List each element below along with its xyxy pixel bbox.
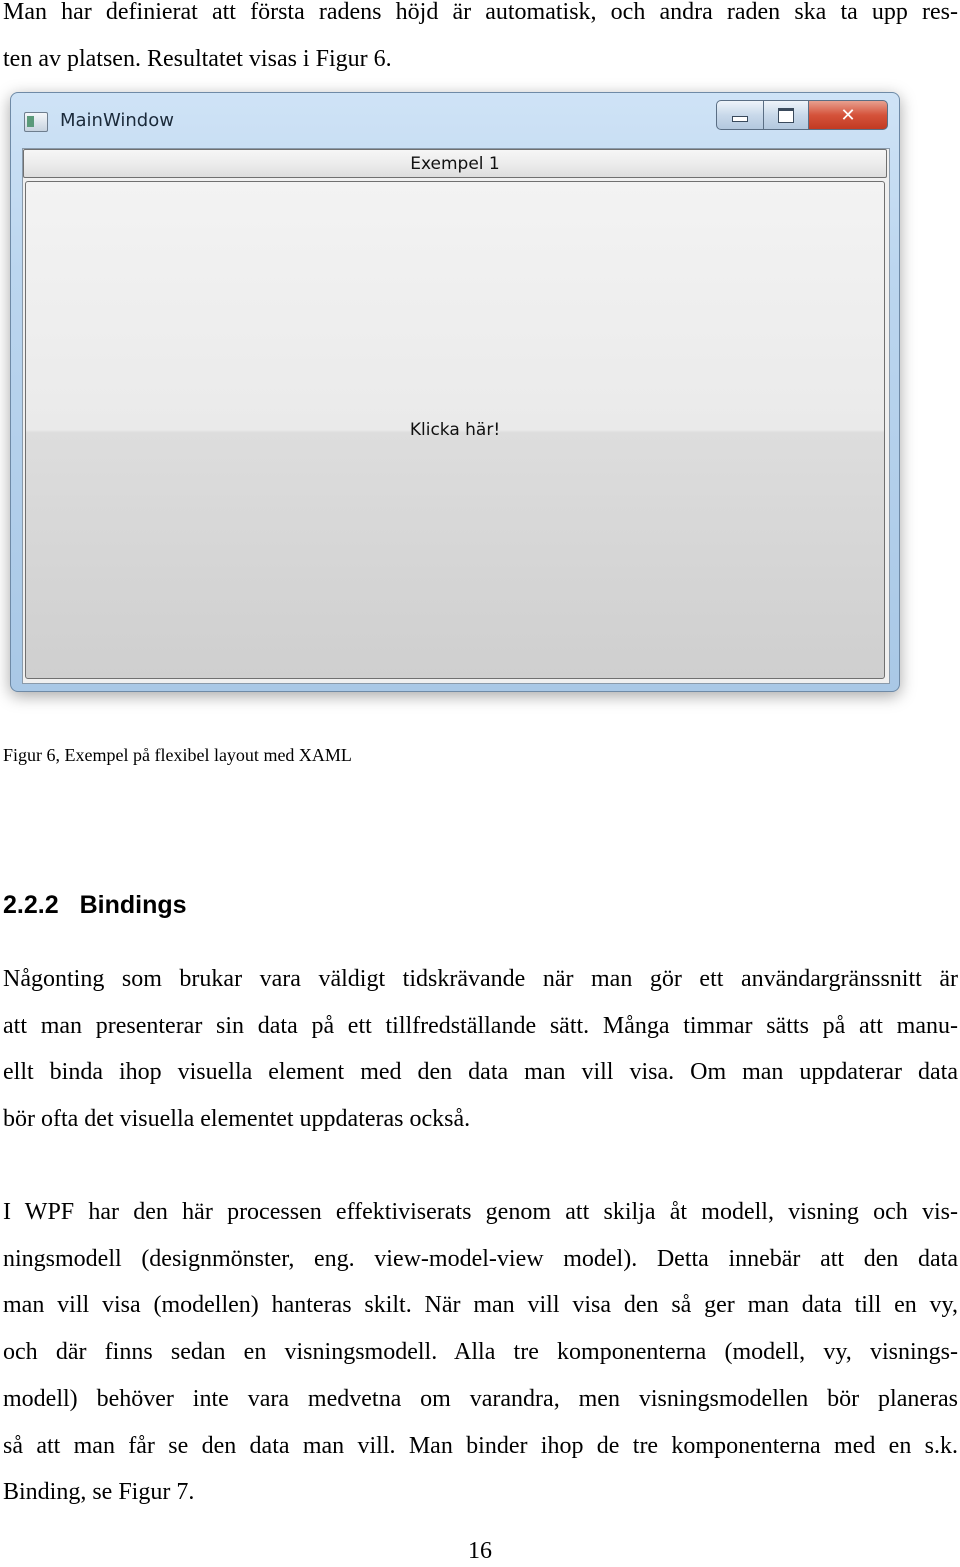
maximize-button[interactable] — [764, 100, 809, 130]
minimize-icon — [732, 116, 748, 122]
paragraph-line: och där finns sedan en visningsmodell. Alla tre komponenterna (modell, vy, visnings- — [3, 1339, 958, 1366]
paragraph-line: modell) behöver inte vara medvetna om varandra, men visningsmodellen bör planeras — [3, 1385, 958, 1412]
figure-caption: Figur 6, Exempel på flexibel layout med XAML — [3, 745, 352, 765]
paragraph-line: Någonting som brukar vara väldigt tidskrävande när man gör ett användargränssnitt är — [3, 966, 958, 992]
window-controls — [716, 100, 888, 130]
paragraph-line: Binding, se Figur 7. — [3, 1479, 195, 1506]
window-title: MainWindow — [60, 110, 174, 131]
page-number: 16 — [468, 1538, 492, 1564]
paragraph-line: att man presenterar sin data på ett tillfredställande sätt. Många timmar sätts på att manu- — [3, 1012, 958, 1039]
paragraph-bindings-intro — [3, 956, 958, 1143]
window-titlebar[interactable] — [10, 92, 900, 148]
paragraph-line: I WPF har den här processen effektiviserats genom att skilja åt modell, visning och vis- — [3, 1199, 958, 1225]
paragraph-wpf — [3, 1189, 958, 1516]
paragraph-line: man vill visa (modellen) hanteras skilt. När man vill visa den så ger man data till en vy, — [3, 1292, 958, 1319]
intro-line: Man har definierat att första radens höjd är automatisk, och andra raden ska ta upp res- — [3, 0, 958, 25]
paragraph-line: så att man får se den data man vill. Man binder ihop de tre komponenterna med en s.k. — [3, 1432, 958, 1459]
section-title: Bindings — [79, 891, 187, 919]
section-heading — [3, 886, 187, 924]
close-button[interactable] — [809, 100, 888, 130]
paragraph-line: ningsmodell (designmönster, eng. view-model-view model). Detta innebär att den data — [3, 1245, 958, 1272]
minimize-button[interactable] — [716, 100, 764, 130]
exempel-button[interactable]: Exempel 1 — [23, 149, 887, 178]
paragraph-line: bör ofta det visuella elementet uppdateras också. — [3, 1106, 471, 1133]
figure-window-screenshot — [10, 92, 900, 692]
maximize-icon — [778, 108, 794, 123]
close-icon: ✕ — [840, 104, 856, 126]
klicka-har-button[interactable]: Klicka här! — [25, 181, 885, 679]
intro-paragraph — [3, 0, 958, 82]
window-app-icon — [24, 112, 48, 132]
intro-line: ten av platsen. Resultatet visas i Figur 6. — [3, 45, 392, 72]
paragraph-line: ellt binda ihop visuella element med den data man vill visa. Om man uppdaterar data — [3, 1059, 958, 1086]
section-number: 2.2.2 — [3, 891, 59, 919]
window-client-area — [22, 148, 890, 684]
